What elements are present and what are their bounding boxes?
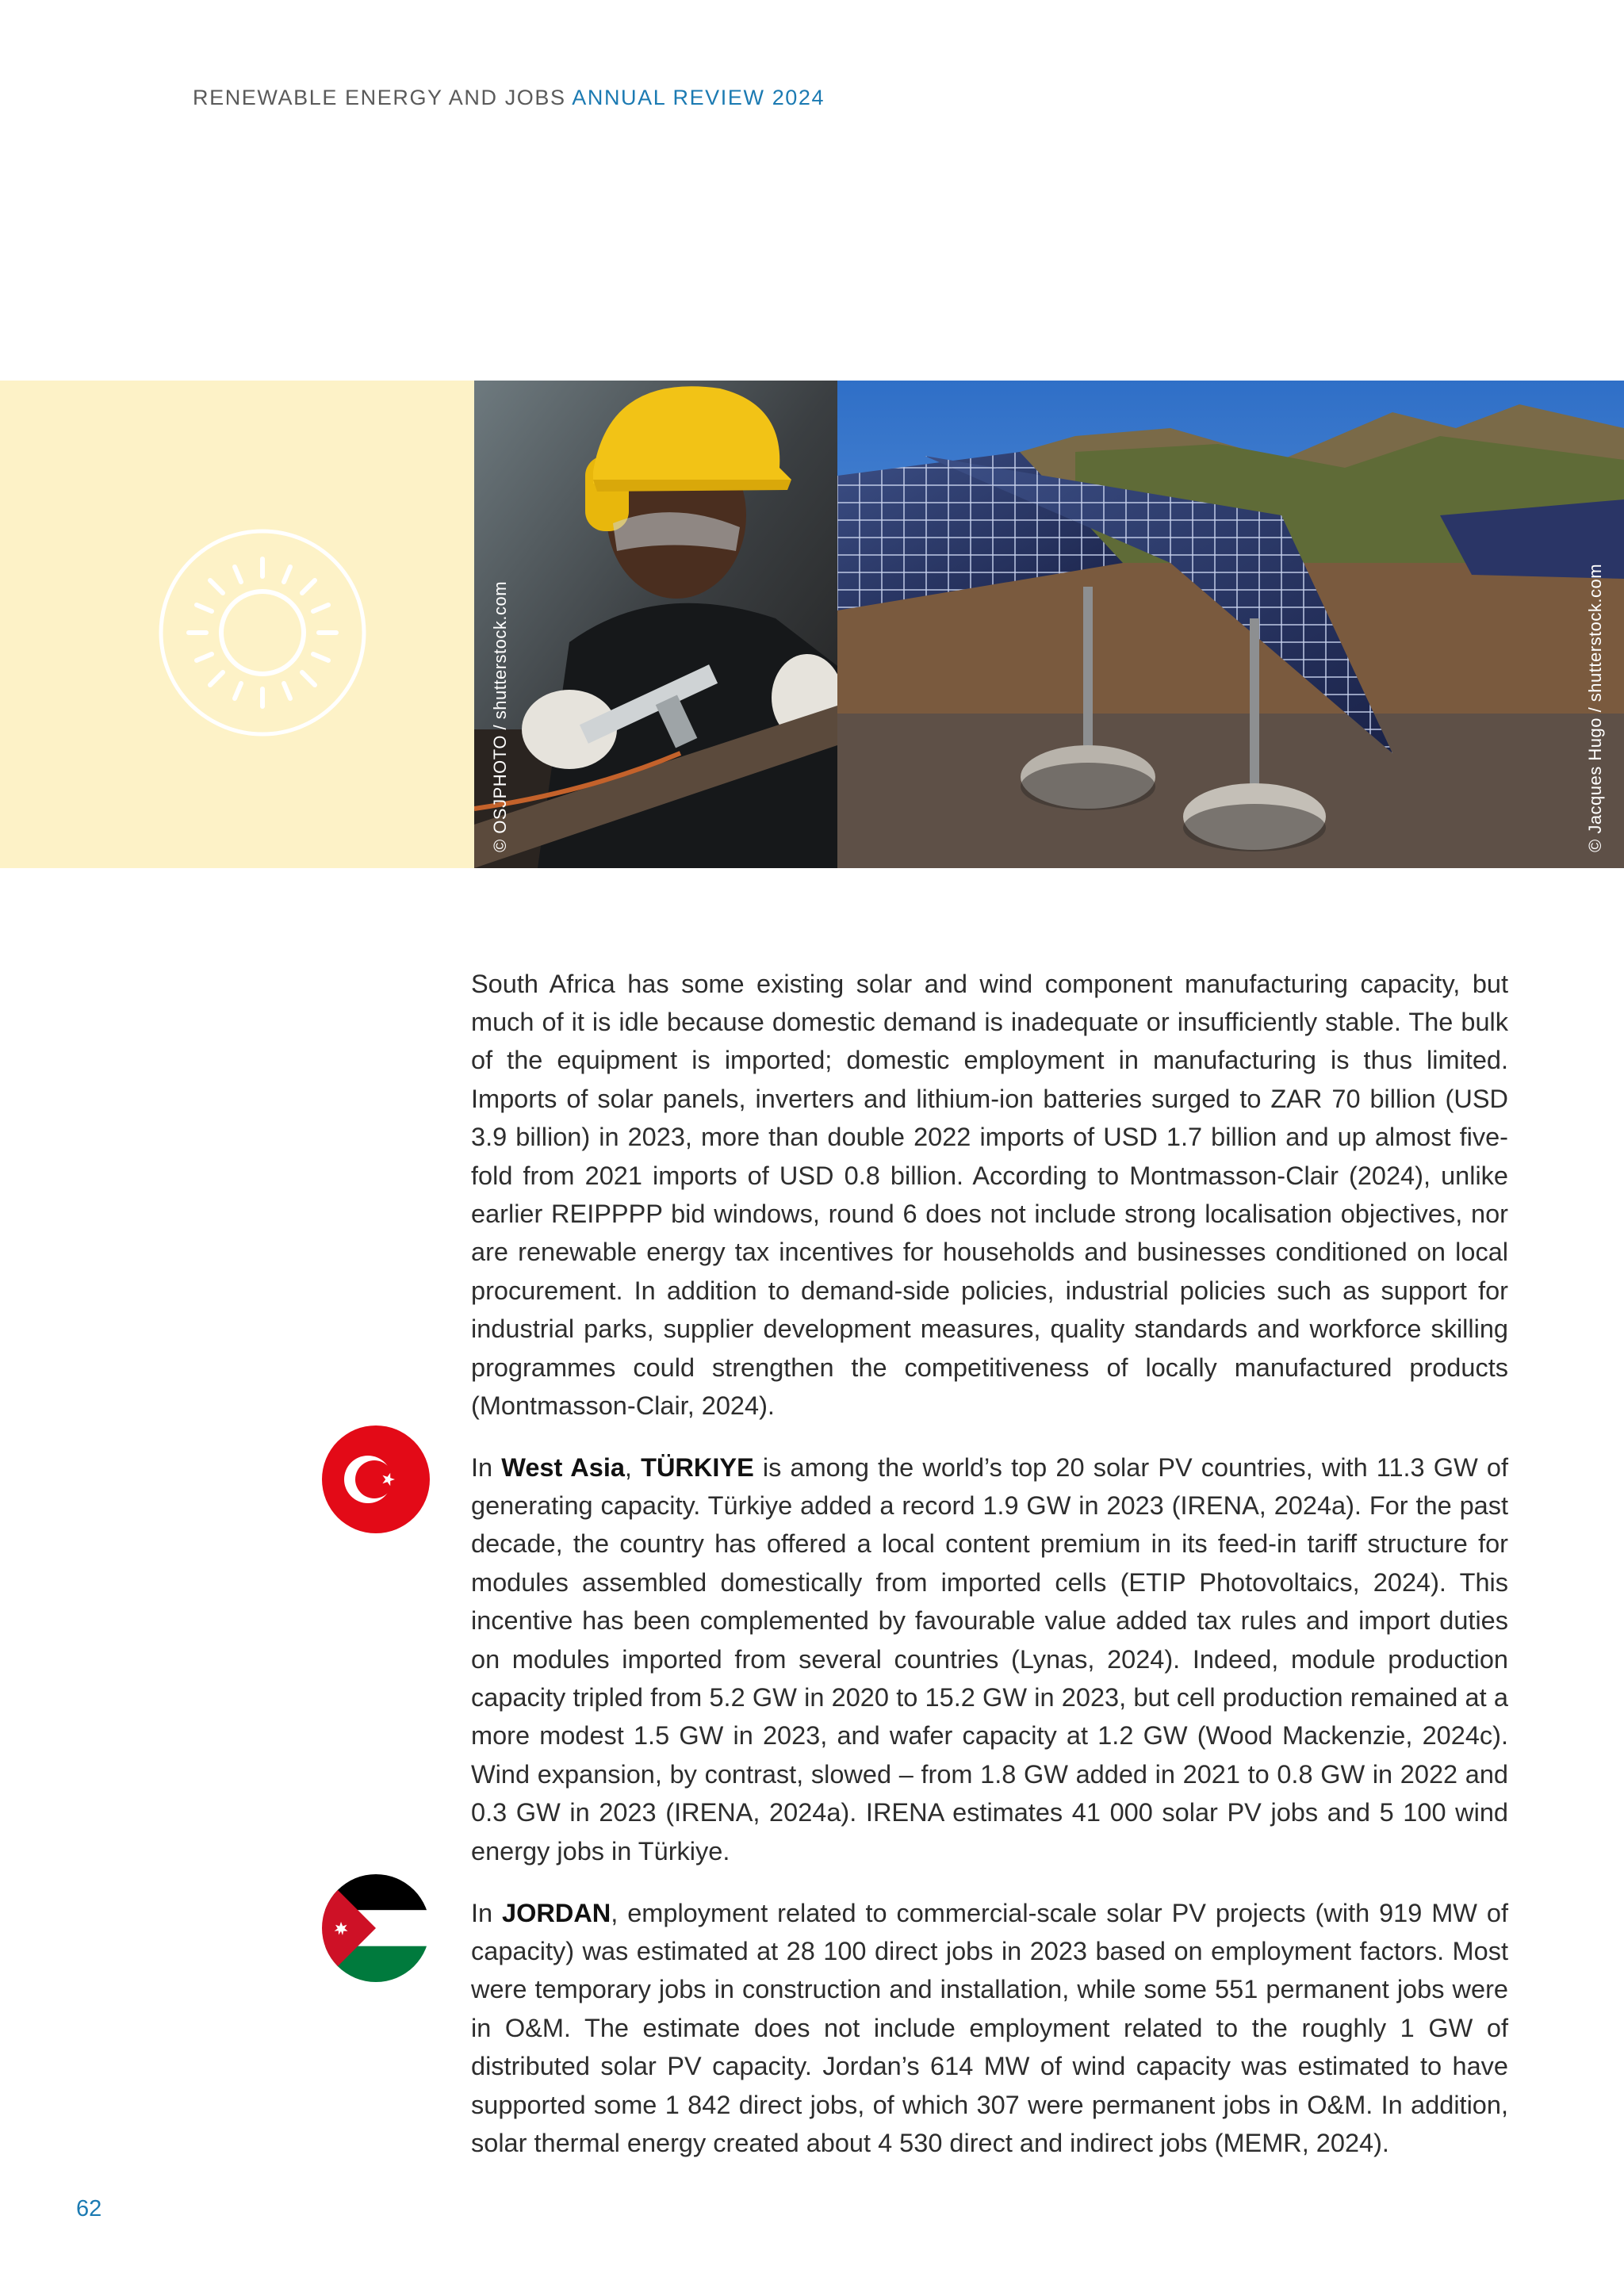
paragraph-turkiye (471, 1448, 1508, 1870)
worker-photo (474, 381, 837, 868)
country-jordan: JORDAN (502, 1898, 611, 1927)
p3-body: , employment related to commercial-scale solar PV projects (with 919 MW of capacity) was estimated at 28 100 direct jobs in 2023 based on employment factors. Most were temporary jobs in construction and installation, while some 551 permanent jobs were in O&M. The estimate does not include employment related to the roughly 1 GW of distributed solar PV capacity. Jordan’s 614 MW of wind capacity was estimated to have supported some 1 842 direct jobs, of which 307 were permanent jobs in O&M. In addition, solar thermal energy created about 4 530 direct and indirect jobs (MEMR, 2024). (471, 1898, 1508, 2157)
solar-photo-credit: © Jacques Hugo / shutterstock.com (1585, 563, 1605, 852)
header-subtitle: ANNUAL REVIEW 2024 (572, 86, 825, 109)
jordan-flag-icon (322, 1874, 430, 1982)
sun-icon (157, 527, 368, 738)
region-west-asia: West Asia (501, 1452, 625, 1482)
worker-photo-credit: © OSJPHOTO / shutterstock.com (490, 580, 510, 852)
p2-sep: , (624, 1452, 642, 1482)
solar-panel-photo (837, 381, 1624, 868)
page-number: 62 (76, 2196, 102, 2221)
paragraph-south-africa: South Africa has some existing solar and wind component manufacturing capacity, but much of it is idle because domestic demand is inadequate or insufficiently stable. The bulk of the equipment is imported; domestic employment in manufacturing is thus limited. Imports of solar panels, inverters and lithium-ion batteries surged to ZAR 70 billion (USD 3.9 billion) in 2023, more than double 2022 imports of USD 1.7 billion and up almost five-fold from 2021 imports of USD 0.8 billion. According to Montmasson-Clair (2024), unlike earlier REIPPPP bid windows, round 6 does not include strong localisation objectives, nor are renewable energy tax incentives for households and businesses conditioned on local procurement. In addition to demand-side policies, industrial policies such as support for industrial parks, supplier development measures, quality standards and workforce skilling programmes could strengthen the competitiveness of locally manufactured products (Montmasson-Clair, 2024). (471, 969, 1508, 1420)
paragraph-jordan (471, 1894, 1508, 2163)
p2-intro: In (471, 1452, 502, 1482)
turkey-flag-icon (322, 1425, 430, 1533)
p3-intro: In (471, 1898, 503, 1927)
header-title: RENEWABLE ENERGY AND JOBS (193, 86, 566, 109)
country-turkiye: TÜRKIYE (641, 1452, 754, 1482)
p2-body: is among the world’s top 20 solar PV countries, with 11.3 GW of generating capacity. Türkiye added a record 1.9 GW in 2023 (IRENA, 2024a). For the past decade, the country has offered a local content premium in its feed-in tariff structure for modules assembled domestically from imported cells (ETIP Photovoltaics, 2024). This incentive has been complemented by favourable value added tax rules and import duties on modules imported from several countries (Lynas, 2024). Indeed, module production capacity tripled from 5.2 GW in 2020 to 15.2 GW in 2023, but cell production remained at a more modest 1.5 GW in 2023, and wafer capacity at 1.2 GW (Wood Mackenzie, 2024c). Wind expansion, by contrast, slowed – from 1.8 GW added in 2021 to 0.8 GW in 2022 and 0.3 GW in 2023 (IRENA, 2024a). IRENA estimates 41 000 solar PV jobs and 5 100 wind energy jobs in Türkiye. (471, 1452, 1508, 1866)
running-header (193, 86, 825, 110)
